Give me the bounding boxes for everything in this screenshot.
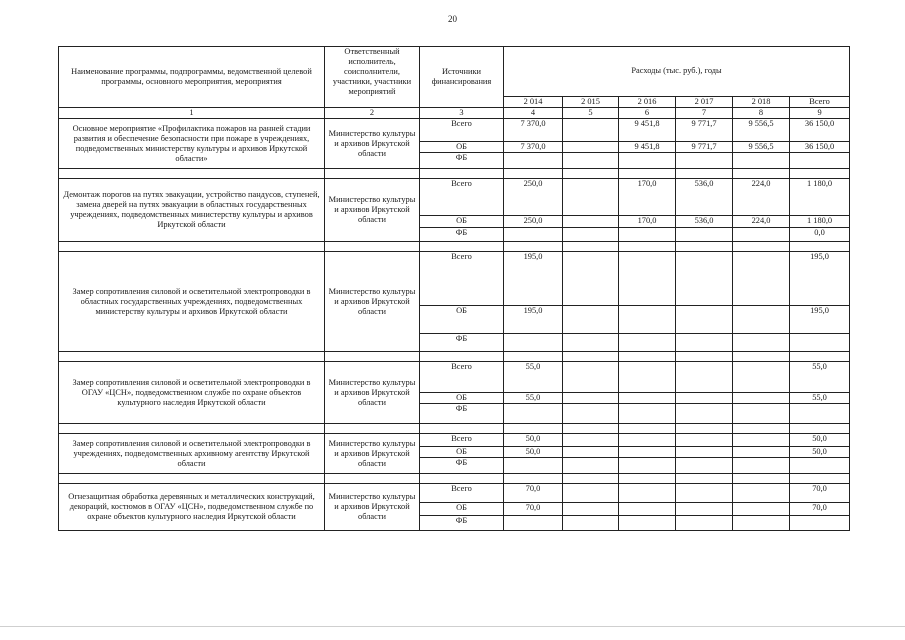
spacer-cell [733,169,790,179]
measure-name: Основное мероприятие «Профилактика пожаров на ранней стадии развития и обеспечение безопасности при пожаре в учреждениях, подведомственных министерству культуры и архивов Иркутской области» [59,119,325,169]
spacer-cell [619,424,676,434]
amount-cell: 195,0 [790,252,850,306]
spacer-cell [420,169,504,179]
col-number: 4 [504,108,563,119]
measure-name: Огнезащитная обработка деревянных и металлических конструкций, декораций, костюмов в ОГАУ «ЦСН», подведомственном службе по охране объектов культурного наследия Иркутской области [59,484,325,531]
amount-cell: 1 180,0 [790,179,850,216]
amount-cell: 9 451,8 [619,119,676,142]
funding-source: ОБ [420,503,504,516]
amount-cell [619,458,676,474]
col-number: 3 [420,108,504,119]
year-cell: 2 018 [733,97,790,108]
amount-cell [676,362,733,393]
amount-cell: 50,0 [504,434,563,447]
spacer-cell [619,474,676,484]
spacer-cell [619,352,676,362]
spacer-cell [563,474,619,484]
amount-cell [790,404,850,424]
amount-cell: 50,0 [790,447,850,458]
amount-cell [676,404,733,424]
year-cell: Всего [790,97,850,108]
amount-cell: 55,0 [504,362,563,393]
spacer-cell [563,352,619,362]
amount-cell: 70,0 [790,503,850,516]
amount-cell: 55,0 [790,393,850,404]
amount-cell [563,503,619,516]
amount-cell [676,484,733,503]
amount-cell [733,362,790,393]
amount-cell: 250,0 [504,179,563,216]
funding-source: Всего [420,179,504,216]
executor-cell: Министерство культуры и архивов Иркутской области [325,362,420,424]
amount-cell [563,334,619,352]
amount-cell [619,252,676,306]
header-row [59,47,850,97]
header-expenses: Расходы (тыс. руб.), годы [504,47,850,97]
amount-cell [676,153,733,169]
amount-cell [676,334,733,352]
spacer-cell [325,352,420,362]
amount-cell [504,516,563,531]
funding-source: Всего [420,434,504,447]
funding-source: ОБ [420,306,504,334]
year-cell: 2 017 [676,97,733,108]
funding-source: ФБ [420,458,504,474]
amount-cell [790,516,850,531]
spacer-cell [420,424,504,434]
year-cell: 2 015 [563,97,619,108]
spacer-cell [420,474,504,484]
spacer-row [59,169,850,179]
amount-cell [733,458,790,474]
col-number: 7 [676,108,733,119]
amount-cell [733,334,790,352]
amount-cell [676,306,733,334]
measure-name: Демонтаж порогов на путях эвакуации, устройство пандусов, ступеней, замена дверей на путях эвакуации в областных государственных учреждениях, подведомственных министерству культуры и архивов Иркутской области [59,179,325,242]
amount-cell [676,393,733,404]
funding-source: ФБ [420,404,504,424]
amount-cell [676,516,733,531]
amount-cell: 50,0 [790,434,850,447]
amount-cell: 9 771,7 [676,119,733,142]
amount-cell: 536,0 [676,179,733,216]
table-row [59,179,850,216]
spacer-cell [790,424,850,434]
spacer-cell [325,474,420,484]
amount-cell: 195,0 [790,306,850,334]
funding-source: ФБ [420,228,504,242]
amount-cell [733,434,790,447]
amount-cell [504,404,563,424]
executor-cell: Министерство культуры и архивов Иркутской области [325,119,420,169]
spacer-cell [420,242,504,252]
budget-table [58,46,850,531]
spacer-cell [676,474,733,484]
spacer-cell [59,242,325,252]
amount-cell: 36 150,0 [790,119,850,142]
table-row [59,434,850,447]
spacer-cell [790,242,850,252]
amount-cell [563,516,619,531]
amount-cell [563,252,619,306]
spacer-cell [733,352,790,362]
amount-cell: 9 451,8 [619,142,676,153]
amount-cell [733,153,790,169]
spacer-cell [504,169,563,179]
scan-edge-line [0,626,905,627]
amount-cell [676,228,733,242]
executor-cell: Министерство культуры и архивов Иркутской области [325,179,420,242]
spacer-cell [59,352,325,362]
spacer-cell [733,242,790,252]
spacer-cell [504,352,563,362]
funding-source: ФБ [420,334,504,352]
spacer-cell [619,242,676,252]
funding-source: ФБ [420,153,504,169]
amount-cell [563,306,619,334]
measure-name: Замер сопротивления силовой и осветительной электропроводки в учреждениях, подведомственных архивному агентству Иркутской области [59,434,325,474]
funding-source: Всего [420,252,504,306]
page-number: 20 [448,14,457,24]
spacer-cell [676,352,733,362]
amount-cell [733,503,790,516]
year-cell: 2 014 [504,97,563,108]
amount-cell [563,434,619,447]
amount-cell [563,404,619,424]
header-col-name: Наименование программы, подпрограммы, ведомственной целевой программы, основного мероприятия, мероприятия [59,47,325,108]
year-cell: 2 016 [619,97,676,108]
amount-cell [733,393,790,404]
amount-cell: 195,0 [504,252,563,306]
amount-cell [676,447,733,458]
spacer-cell [420,352,504,362]
amount-cell [563,393,619,404]
amount-cell [563,119,619,142]
amount-cell: 70,0 [504,503,563,516]
amount-cell: 70,0 [504,484,563,503]
amount-cell: 7 370,0 [504,142,563,153]
amount-cell [733,516,790,531]
amount-cell [563,458,619,474]
funding-source: Всего [420,484,504,503]
table-row [59,252,850,306]
executor-cell: Министерство культуры и архивов Иркутской области [325,484,420,531]
amount-cell [563,228,619,242]
spacer-row [59,352,850,362]
spacer-cell [325,169,420,179]
measure-name: Замер сопротивления силовой и осветительной электропроводки в ОГАУ «ЦСН», подведомственном службе по охране объектов культурного наследия Иркутской области [59,362,325,424]
col-number: 6 [619,108,676,119]
amount-cell [733,484,790,503]
amount-cell [619,404,676,424]
spacer-cell [59,424,325,434]
amount-cell [733,252,790,306]
amount-cell [790,153,850,169]
amount-cell [504,153,563,169]
spacer-cell [676,242,733,252]
amount-cell: 0,0 [790,228,850,242]
amount-cell [563,153,619,169]
amount-cell [676,458,733,474]
header-col-executor: Ответственный исполнитель, соисполнители, участники, участники мероприятий [325,47,420,108]
amount-cell [619,503,676,516]
amount-cell [619,228,676,242]
amount-cell [563,447,619,458]
amount-cell: 55,0 [790,362,850,393]
amount-cell [619,447,676,458]
spacer-cell [325,424,420,434]
spacer-cell [325,242,420,252]
funding-source: ОБ [420,393,504,404]
amount-cell [676,434,733,447]
amount-cell: 250,0 [504,216,563,228]
amount-cell: 36 150,0 [790,142,850,153]
amount-cell [619,153,676,169]
amount-cell: 170,0 [619,179,676,216]
amount-cell [790,334,850,352]
table-row [59,484,850,503]
amount-cell [733,228,790,242]
col-number: 2 [325,108,420,119]
spacer-cell [59,474,325,484]
amount-cell: 195,0 [504,306,563,334]
amount-cell: 170,0 [619,216,676,228]
spacer-cell [790,474,850,484]
spacer-cell [619,169,676,179]
funding-source: ОБ [420,447,504,458]
column-numbers-row [59,108,850,119]
amount-cell [563,362,619,393]
amount-cell: 9 556,5 [733,142,790,153]
amount-cell [676,252,733,306]
amount-cell [676,503,733,516]
amount-cell [619,393,676,404]
spacer-cell [504,242,563,252]
amount-cell [619,362,676,393]
amount-cell: 55,0 [504,393,563,404]
amount-cell [563,179,619,216]
amount-cell: 9 556,5 [733,119,790,142]
amount-cell: 50,0 [504,447,563,458]
amount-cell [790,458,850,474]
spacer-cell [790,169,850,179]
col-number: 8 [733,108,790,119]
spacer-cell [563,242,619,252]
table-row [59,119,850,142]
executor-cell: Министерство культуры и архивов Иркутской области [325,252,420,352]
col-number: 5 [563,108,619,119]
amount-cell: 7 370,0 [504,119,563,142]
amount-cell [619,516,676,531]
spacer-cell [563,169,619,179]
amount-cell [563,142,619,153]
amount-cell: 224,0 [733,179,790,216]
amount-cell [619,306,676,334]
spacer-cell [733,474,790,484]
amount-cell [504,334,563,352]
spacer-cell [563,424,619,434]
amount-cell [504,458,563,474]
col-number: 1 [59,108,325,119]
amount-cell [619,434,676,447]
spacer-cell [504,424,563,434]
spacer-cell [59,169,325,179]
amount-cell: 9 771,7 [676,142,733,153]
spacer-row [59,424,850,434]
funding-source: Всего [420,362,504,393]
amount-cell: 536,0 [676,216,733,228]
header-col-source: Источники финансирования [420,47,504,108]
amount-cell [504,228,563,242]
amount-cell [619,484,676,503]
amount-cell [563,216,619,228]
measure-name: Замер сопротивления силовой и осветительной электропроводки в областных государственных учреждениях, подведомственных министерству культуры и архивов Иркутской области [59,252,325,352]
amount-cell: 70,0 [790,484,850,503]
spacer-cell [676,424,733,434]
amount-cell [733,404,790,424]
spacer-row [59,474,850,484]
funding-source: Всего [420,119,504,142]
spacer-cell [790,352,850,362]
amount-cell [619,334,676,352]
spacer-cell [676,169,733,179]
funding-source: ФБ [420,516,504,531]
col-number: 9 [790,108,850,119]
amount-cell: 1 180,0 [790,216,850,228]
amount-cell [563,484,619,503]
executor-cell: Министерство культуры и архивов Иркутской области [325,434,420,474]
table-row [59,362,850,393]
spacer-cell [504,474,563,484]
amount-cell [733,447,790,458]
funding-source: ОБ [420,142,504,153]
amount-cell [733,306,790,334]
spacer-row [59,242,850,252]
funding-source: ОБ [420,216,504,228]
amount-cell: 224,0 [733,216,790,228]
spacer-cell [733,424,790,434]
